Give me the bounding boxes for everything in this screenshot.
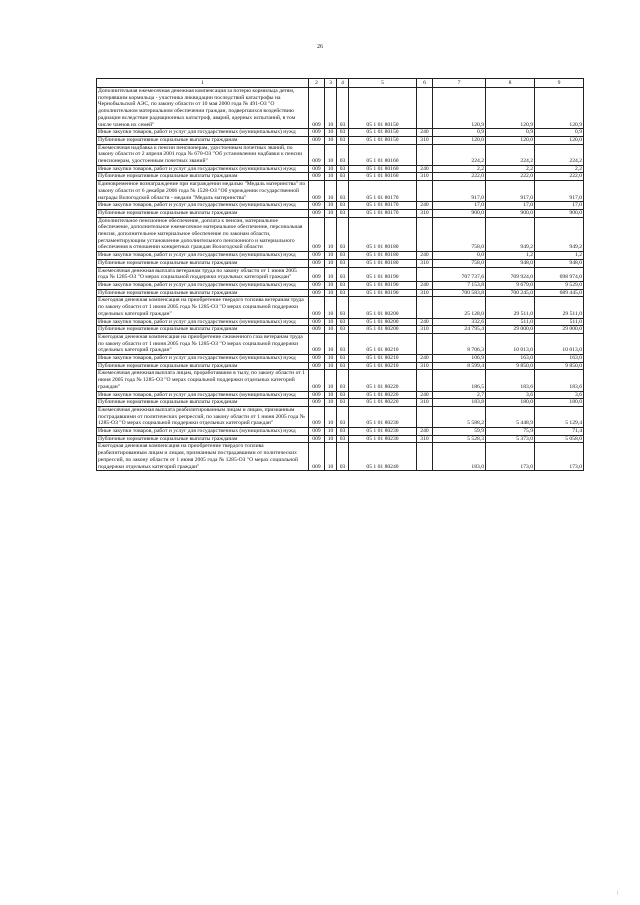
amount-year-3-cell: 9 850,0: [535, 362, 584, 370]
expense-type-cell: [417, 217, 433, 252]
ministry-code-cell: 009: [309, 355, 325, 363]
table-row: [97, 370, 584, 391]
target-article-cell: 05 1 01 80150: [349, 129, 417, 137]
amount-year-1-cell: 900,0: [433, 209, 486, 217]
table-row: [97, 217, 584, 252]
amount-year-3-cell: 120,0: [535, 136, 584, 144]
amount-year-2-cell: 180,0: [486, 399, 535, 407]
ministry-code-cell: 009: [309, 435, 325, 443]
table-header-row: [97, 79, 584, 88]
target-article-cell: 05 1 01 80180: [349, 259, 417, 267]
description-cell: Иные закупки товаров, работ и услуг для государственных (муниципальных) нужд: [97, 129, 309, 137]
ministry-code-cell: 009: [309, 318, 325, 326]
table-row: [97, 209, 584, 217]
ministry-code-cell: 009: [309, 259, 325, 267]
expense-type-cell: [417, 267, 433, 281]
description-cell: Единовременное вознаграждение при награждении медалью "Медаль материнства" по закону области от 6 декабря 2006 года № 1528-ОЗ "Об учреждении государственной награды Вологодской области - медали "Медаль материнства": [97, 181, 309, 202]
description-cell: Дополнительная ежемесячная денежная компенсация за потерю кормильца детям, потерявшим кормильца - участника ликвидации последствий катастрофы на Чернобыльской АЭС, по закону области от 10 мая 2000 года № 491-ОЗ "О дополнительном материальном обеспечении граждан, подвергшихся воздействию радиации вследствие радиационных катастроф, аварий, ядерных испытаний, в том числе членов их семей": [97, 88, 309, 129]
ministry-code-cell: 009: [309, 333, 325, 354]
subsection-cell: 03: [337, 355, 349, 363]
description-cell: Иные закупки товаров, работ и услуг для государственных (муниципальных) нужд: [97, 165, 309, 173]
subsection-cell: 03: [337, 399, 349, 407]
section-cell: 10: [325, 443, 337, 471]
section-cell: 10: [325, 136, 337, 144]
description-cell: Иные закупки товаров, работ и услуг для государственных (муниципальных) нужд: [97, 281, 309, 289]
amount-year-2-cell: 163,0: [486, 355, 535, 363]
subsection-cell: 03: [337, 181, 349, 202]
expense-type-cell: [417, 333, 433, 354]
section-cell: 10: [325, 435, 337, 443]
description-cell: Публичные нормативные социальные выплаты гражданам: [97, 173, 309, 181]
column-header-5: 5: [349, 79, 417, 88]
table-row: [97, 165, 584, 173]
edge-mark: |: [617, 891, 619, 896]
expense-type-cell: 240: [417, 391, 433, 399]
table-row: [97, 318, 584, 326]
target-article-cell: 05 1 01 80200: [349, 326, 417, 334]
table-row: [97, 391, 584, 399]
amount-year-2-cell: 0,9: [486, 129, 535, 137]
amount-year-1-cell: 758,0: [433, 259, 486, 267]
amount-year-2-cell: 224,2: [486, 144, 535, 165]
amount-year-1-cell: 7 153,8: [433, 281, 486, 289]
amount-year-1-cell: 186,5: [433, 370, 486, 391]
amount-year-3-cell: 2,2: [535, 165, 584, 173]
description-cell: Ежегодная денежная компенсация на приобретение сжиженного газа ветеранам труда по закону области от 1 июня 2005 года № 1285-ОЗ "О мерах социальной поддержки отдельных категорий граждан": [97, 333, 309, 354]
target-article-cell: 05 1 01 80210: [349, 362, 417, 370]
section-cell: 10: [325, 326, 337, 334]
amount-year-3-cell: 698 974,0: [535, 267, 584, 281]
amount-year-3-cell: 120,9: [535, 88, 584, 129]
amount-year-2-cell: 120,0: [486, 136, 535, 144]
amount-year-2-cell: 29 511,0: [486, 297, 535, 318]
target-article-cell: 05 1 01 80240: [349, 443, 417, 471]
expense-type-cell: 240: [417, 165, 433, 173]
target-article-cell: 05 1 01 80180: [349, 217, 417, 252]
section-cell: 10: [325, 289, 337, 297]
amount-year-2-cell: 1,2: [486, 252, 535, 260]
table-row: [97, 297, 584, 318]
subsection-cell: 03: [337, 318, 349, 326]
amount-year-3-cell: 183,6: [535, 370, 584, 391]
amount-year-1-cell: 59,9: [433, 428, 486, 436]
subsection-cell: 03: [337, 144, 349, 165]
subsection-cell: 03: [337, 173, 349, 181]
expense-type-cell: 310: [417, 173, 433, 181]
amount-year-3-cell: 222,0: [535, 173, 584, 181]
ministry-code-cell: 009: [309, 370, 325, 391]
amount-year-2-cell: 10 013,0: [486, 333, 535, 354]
table-row: [97, 443, 584, 471]
table-row: [97, 289, 584, 297]
amount-year-2-cell: 120,9: [486, 88, 535, 129]
subsection-cell: 03: [337, 252, 349, 260]
table-row: [97, 326, 584, 334]
subsection-cell: 03: [337, 443, 349, 471]
section-cell: 10: [325, 144, 337, 165]
amount-year-1-cell: 120,9: [433, 88, 486, 129]
description-cell: Ежемесячная надбавка к пенсии пенсионерам, удостоенным почетных званий, по закону области от 2 апреля 2001 года № 670-ОЗ "Об установлении надбавки к пенсии пенсионерам, удостоенным почетных званий": [97, 144, 309, 165]
target-article-cell: 05 1 01 80200: [349, 318, 417, 326]
amount-year-1-cell: 700 583,8: [433, 289, 486, 297]
table-row: [97, 181, 584, 202]
amount-year-1-cell: 0,9: [433, 129, 486, 137]
amount-year-1-cell: 917,0: [433, 181, 486, 202]
expense-type-cell: 310: [417, 399, 433, 407]
amount-year-2-cell: 511,0: [486, 318, 535, 326]
amount-year-3-cell: 163,0: [535, 355, 584, 363]
ministry-code-cell: 009: [309, 252, 325, 260]
description-cell: Ежемесячная денежная выплата лицам, проработавшим в тылу, по закону области от 1 июня 2005 года № 1285-ОЗ "О мерах социальной поддержки отдельных категорий граждан": [97, 370, 309, 391]
ministry-code-cell: 009: [309, 136, 325, 144]
subsection-cell: 03: [337, 136, 349, 144]
ministry-code-cell: 009: [309, 326, 325, 334]
description-cell: Публичные нормативные социальные выплаты гражданам: [97, 136, 309, 144]
ministry-code-cell: 009: [309, 217, 325, 252]
description-cell: Публичные нормативные социальные выплаты гражданам: [97, 435, 309, 443]
amount-year-1-cell: 17,0: [433, 202, 486, 210]
table-row: [97, 362, 584, 370]
section-cell: 10: [325, 370, 337, 391]
target-article-cell: 05 1 01 80170: [349, 209, 417, 217]
section-cell: 10: [325, 181, 337, 202]
section-cell: 10: [325, 165, 337, 173]
amount-year-2-cell: 75,9: [486, 428, 535, 436]
amount-year-2-cell: 183,6: [486, 370, 535, 391]
ministry-code-cell: 009: [309, 406, 325, 427]
ministry-code-cell: 009: [309, 428, 325, 436]
description-cell: Ежегодная денежная компенсация на приобретение твердого топлива ветеранам труда по закону области от 1 июня 2005 года № 1285-ОЗ "О мерах социальной поддержки отдельных категорий граждан": [97, 297, 309, 318]
column-header-7: 7: [433, 79, 486, 88]
target-article-cell: 05 1 01 80220: [349, 399, 417, 407]
expense-type-cell: 240: [417, 355, 433, 363]
section-cell: 10: [325, 252, 337, 260]
subsection-cell: 03: [337, 297, 349, 318]
amount-year-1-cell: 332,6: [433, 318, 486, 326]
amount-year-1-cell: 8 599,4: [433, 362, 486, 370]
description-cell: Публичные нормативные социальные выплаты гражданам: [97, 399, 309, 407]
target-article-cell: 05 1 01 80200: [349, 297, 417, 318]
expense-type-cell: 310: [417, 326, 433, 334]
subsection-cell: 03: [337, 217, 349, 252]
ministry-code-cell: 009: [309, 267, 325, 281]
table-row: [97, 333, 584, 354]
expense-type-cell: 240: [417, 129, 433, 137]
table-row: [97, 428, 584, 436]
amount-year-3-cell: 689 445,0: [535, 289, 584, 297]
expense-type-cell: 240: [417, 281, 433, 289]
description-cell: Ежемесячная денежная выплата ветеранам труда по закону области от 1 июня 2005 года № 1285-ОЗ "О мерах социальной поддержки отдельных категорий граждан": [97, 267, 309, 281]
subsection-cell: 03: [337, 88, 349, 129]
section-cell: 10: [325, 297, 337, 318]
section-cell: 10: [325, 173, 337, 181]
amount-year-2-cell: 709 924,0: [486, 267, 535, 281]
column-header-2: 2: [309, 79, 325, 88]
target-article-cell: 05 1 01 80160: [349, 165, 417, 173]
subsection-cell: 03: [337, 428, 349, 436]
ministry-code-cell: 009: [309, 297, 325, 318]
amount-year-3-cell: 173,0: [535, 443, 584, 471]
expense-type-cell: [417, 443, 433, 471]
target-article-cell: 05 1 01 80160: [349, 144, 417, 165]
expense-type-cell: [417, 144, 433, 165]
table-row: [97, 406, 584, 427]
ministry-code-cell: 009: [309, 202, 325, 210]
amount-year-3-cell: 3,6: [535, 391, 584, 399]
expense-type-cell: [417, 297, 433, 318]
section-cell: 10: [325, 428, 337, 436]
column-header-8: 8: [486, 79, 535, 88]
expense-type-cell: 240: [417, 428, 433, 436]
amount-year-1-cell: 2,7: [433, 391, 486, 399]
section-cell: 10: [325, 129, 337, 137]
amount-year-2-cell: 700 245,0: [486, 289, 535, 297]
target-article-cell: 05 1 01 80190: [349, 289, 417, 297]
subsection-cell: 03: [337, 362, 349, 370]
amount-year-2-cell: 17,0: [486, 202, 535, 210]
amount-year-1-cell: 0,0: [433, 252, 486, 260]
amount-year-1-cell: 183,8: [433, 399, 486, 407]
amount-year-3-cell: 949,2: [535, 217, 584, 252]
expense-type-cell: 310: [417, 136, 433, 144]
amount-year-3-cell: 5 129,4: [535, 406, 584, 427]
amount-year-1-cell: 24 795,4: [433, 326, 486, 334]
table-row: [97, 173, 584, 181]
amount-year-3-cell: 948,0: [535, 259, 584, 267]
amount-year-1-cell: 758,0: [433, 217, 486, 252]
column-header-1: 1: [97, 79, 309, 88]
amount-year-3-cell: 917,0: [535, 181, 584, 202]
subsection-cell: 03: [337, 202, 349, 210]
amount-year-2-cell: 2,2: [486, 165, 535, 173]
amount-year-2-cell: 5 448,9: [486, 406, 535, 427]
target-article-cell: 05 1 01 80170: [349, 202, 417, 210]
description-cell: Дополнительное пенсионное обеспечение, доплата к пенсии, материальное обеспечение, дополнительное ежемесячное материальное обеспечение, персональная пенсия, дополнительное материальное обеспечение по законам области, регламентирующим установление дополнительного пенсионного и материального обеспечения в отношении конкретных граждан Вологодской области: [97, 217, 309, 252]
target-article-cell: 05 1 01 80230: [349, 428, 417, 436]
amount-year-3-cell: 511,0: [535, 318, 584, 326]
amount-year-3-cell: 29 000,0: [535, 326, 584, 334]
expense-type-cell: [417, 88, 433, 129]
amount-year-3-cell: 9 529,0: [535, 281, 584, 289]
section-cell: 10: [325, 202, 337, 210]
section-cell: 10: [325, 391, 337, 399]
table-row: [97, 136, 584, 144]
amount-year-2-cell: 948,0: [486, 259, 535, 267]
table-body: [97, 88, 584, 471]
description-cell: Иные закупки товаров, работ и услуг для государственных (муниципальных) нужд: [97, 355, 309, 363]
amount-year-2-cell: 5 373,0: [486, 435, 535, 443]
amount-year-1-cell: 707 737,6: [433, 267, 486, 281]
description-cell: Публичные нормативные социальные выплаты гражданам: [97, 326, 309, 334]
column-header-9: 9: [535, 79, 584, 88]
section-cell: 10: [325, 281, 337, 289]
expense-type-cell: 240: [417, 202, 433, 210]
description-cell: Публичные нормативные социальные выплаты гражданам: [97, 289, 309, 297]
description-cell: Ежемесячная денежная выплата реабилитированным лицам и лицам, признанным пострадавшими от политических репрессий, по закону области от 1 июня 2005 года № 1285-ОЗ "О мерах социальной поддержки отдельных категорий граждан": [97, 406, 309, 427]
subsection-cell: 03: [337, 406, 349, 427]
ministry-code-cell: 009: [309, 399, 325, 407]
ministry-code-cell: 009: [309, 209, 325, 217]
subsection-cell: 03: [337, 267, 349, 281]
ministry-code-cell: 009: [309, 443, 325, 471]
table-row: [97, 259, 584, 267]
amount-year-3-cell: 900,0: [535, 209, 584, 217]
ministry-code-cell: 009: [309, 173, 325, 181]
target-article-cell: 05 1 01 80220: [349, 370, 417, 391]
subsection-cell: 03: [337, 165, 349, 173]
amount-year-2-cell: 917,0: [486, 181, 535, 202]
amount-year-3-cell: 180,0: [535, 399, 584, 407]
amount-year-1-cell: 2,2: [433, 165, 486, 173]
ministry-code-cell: 009: [309, 362, 325, 370]
description-cell: Иные закупки товаров, работ и услуг для государственных (муниципальных) нужд: [97, 428, 309, 436]
subsection-cell: 03: [337, 209, 349, 217]
table-row: [97, 144, 584, 165]
description-cell: Ежегодная денежная компенсация на приобретение твердого топлива реабилитированным лицам и лицам, признанным пострадавшими от политических репрессий, по закону области от 1 июня 2005 года № 1285-ОЗ "О мерах социальной поддержки отдельных категорий граждан": [97, 443, 309, 471]
amount-year-3-cell: 1,2: [535, 252, 584, 260]
table-row: [97, 88, 584, 129]
section-cell: 10: [325, 318, 337, 326]
ministry-code-cell: 009: [309, 129, 325, 137]
description-cell: Иные закупки товаров, работ и услуг для государственных (муниципальных) нужд: [97, 318, 309, 326]
table-row: [97, 399, 584, 407]
target-article-cell: 05 1 01 80210: [349, 355, 417, 363]
ministry-code-cell: 009: [309, 165, 325, 173]
subsection-cell: 03: [337, 259, 349, 267]
amount-year-2-cell: 222,0: [486, 173, 535, 181]
target-article-cell: 05 1 01 80230: [349, 435, 417, 443]
target-article-cell: 05 1 01 80190: [349, 281, 417, 289]
amount-year-3-cell: 0,9: [535, 129, 584, 137]
amount-year-3-cell: 10 013,0: [535, 333, 584, 354]
table-row: [97, 267, 584, 281]
expense-type-cell: 310: [417, 259, 433, 267]
subsection-cell: 03: [337, 281, 349, 289]
section-cell: 10: [325, 267, 337, 281]
column-header-3: 3: [325, 79, 337, 88]
amount-year-1-cell: 5 588,2: [433, 406, 486, 427]
subsection-cell: 03: [337, 370, 349, 391]
amount-year-1-cell: 222,0: [433, 173, 486, 181]
subsection-cell: 03: [337, 333, 349, 354]
section-cell: 10: [325, 406, 337, 427]
table-row: [97, 202, 584, 210]
table-row: [97, 435, 584, 443]
section-cell: 10: [325, 209, 337, 217]
amount-year-2-cell: 900,0: [486, 209, 535, 217]
amount-year-2-cell: 9 850,0: [486, 362, 535, 370]
target-article-cell: 05 1 01 80150: [349, 136, 417, 144]
expense-type-cell: [417, 370, 433, 391]
subsection-cell: 03: [337, 129, 349, 137]
description-cell: Иные закупки товаров, работ и услуг для государственных (муниципальных) нужд: [97, 391, 309, 399]
target-article-cell: 05 1 01 80150: [349, 88, 417, 129]
amount-year-1-cell: 120,0: [433, 136, 486, 144]
description-cell: Иные закупки товаров, работ и услуг для государственных (муниципальных) нужд: [97, 252, 309, 260]
description-cell: Иные закупки товаров, работ и услуг для государственных (муниципальных) нужд: [97, 202, 309, 210]
expense-type-cell: 240: [417, 318, 433, 326]
subsection-cell: 03: [337, 391, 349, 399]
table-row: [97, 252, 584, 260]
target-article-cell: 05 1 01 80160: [349, 173, 417, 181]
section-cell: 10: [325, 399, 337, 407]
description-cell: Публичные нормативные социальные выплаты гражданам: [97, 362, 309, 370]
description-cell: Публичные нормативные социальные выплаты гражданам: [97, 259, 309, 267]
section-cell: 10: [325, 333, 337, 354]
column-header-6: 6: [417, 79, 433, 88]
target-article-cell: 05 1 01 80230: [349, 406, 417, 427]
expense-type-cell: 310: [417, 435, 433, 443]
ministry-code-cell: 009: [309, 144, 325, 165]
amount-year-1-cell: 224,2: [433, 144, 486, 165]
subsection-cell: 03: [337, 326, 349, 334]
expense-type-cell: 310: [417, 209, 433, 217]
section-cell: 10: [325, 362, 337, 370]
amount-year-3-cell: 5 058,0: [535, 435, 584, 443]
target-article-cell: 05 1 01 80220: [349, 391, 417, 399]
budget-table: [96, 78, 584, 471]
target-article-cell: 05 1 01 80210: [349, 333, 417, 354]
ministry-code-cell: 009: [309, 281, 325, 289]
amount-year-2-cell: 9 679,0: [486, 281, 535, 289]
amount-year-1-cell: 8 706,3: [433, 333, 486, 354]
ministry-code-cell: 009: [309, 391, 325, 399]
table-row: [97, 355, 584, 363]
target-article-cell: 05 1 01 80180: [349, 252, 417, 260]
amount-year-1-cell: 25 128,0: [433, 297, 486, 318]
description-cell: Публичные нормативные социальные выплаты гражданам: [97, 209, 309, 217]
ministry-code-cell: 009: [309, 181, 325, 202]
section-cell: 10: [325, 355, 337, 363]
expense-type-cell: 310: [417, 289, 433, 297]
table-row: [97, 129, 584, 137]
amount-year-3-cell: 224,2: [535, 144, 584, 165]
amount-year-3-cell: 29 511,0: [535, 297, 584, 318]
target-article-cell: 05 1 01 80190: [349, 267, 417, 281]
amount-year-2-cell: 173,0: [486, 443, 535, 471]
expense-type-cell: 240: [417, 252, 433, 260]
amount-year-3-cell: 71,4: [535, 428, 584, 436]
amount-year-1-cell: 183,0: [433, 443, 486, 471]
amount-year-2-cell: 29 000,0: [486, 326, 535, 334]
target-article-cell: 05 1 01 80170: [349, 181, 417, 202]
section-cell: 10: [325, 259, 337, 267]
column-header-4: 4: [337, 79, 349, 88]
amount-year-1-cell: 5 528,3: [433, 435, 486, 443]
subsection-cell: 03: [337, 289, 349, 297]
section-cell: 10: [325, 217, 337, 252]
expense-type-cell: 310: [417, 362, 433, 370]
amount-year-1-cell: 106,9: [433, 355, 486, 363]
ministry-code-cell: 009: [309, 88, 325, 129]
expense-type-cell: [417, 181, 433, 202]
amount-year-2-cell: 3,6: [486, 391, 535, 399]
amount-year-3-cell: 17,0: [535, 202, 584, 210]
ministry-code-cell: 009: [309, 289, 325, 297]
table-row: [97, 281, 584, 289]
expense-type-cell: [417, 406, 433, 427]
amount-year-2-cell: 949,2: [486, 217, 535, 252]
subsection-cell: 03: [337, 435, 349, 443]
page-number: 26: [317, 44, 323, 50]
section-cell: 10: [325, 88, 337, 129]
